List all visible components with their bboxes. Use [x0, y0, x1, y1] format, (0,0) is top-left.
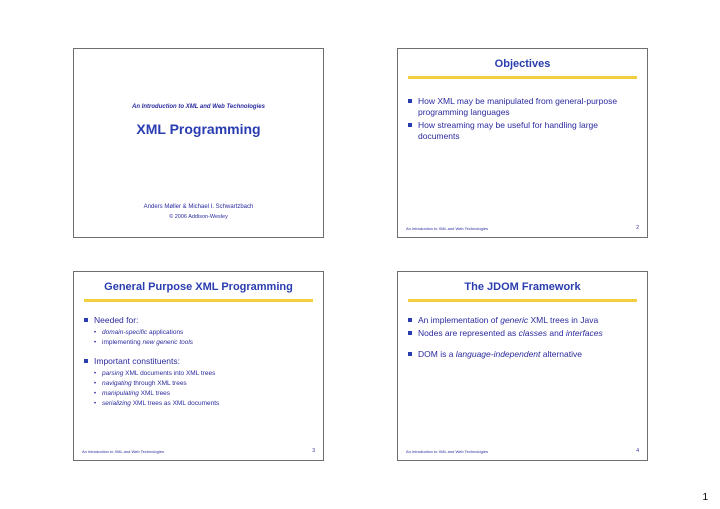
slide-title: Objectives — [494, 58, 551, 70]
bullet-list — [406, 315, 639, 362]
slide-title: General Purpose XML Programming — [104, 281, 293, 293]
slide-footer: An Introduction to XML and Web Technologies — [406, 226, 488, 231]
bullet-list — [406, 96, 639, 144]
page-number: 3 — [312, 448, 315, 454]
slide-subtitle: An Introduction to XML and Web Technologies — [132, 104, 265, 110]
slide-title: XML Programming — [136, 121, 261, 137]
bullet-item: Nodes are represented as classes and interfaces — [406, 328, 639, 339]
bullet-item: How XML may be manipulated from general-purpose programming languages — [406, 96, 639, 118]
bullet-item: An implementation of generic XML trees in Java — [406, 315, 639, 326]
sub-bullet-item: • serializing XML trees as XML documents — [82, 399, 315, 409]
bullet-item: DOM is a language-independent alternative — [406, 349, 639, 360]
slide-footer: An Introduction to XML and Web Technologies — [406, 449, 488, 454]
slide-4 — [397, 271, 648, 461]
bullet-item: Important constituents: — [82, 356, 315, 367]
page-number: 4 — [636, 448, 639, 454]
title-underline — [84, 299, 313, 302]
bullet-item: Needed for: — [82, 315, 315, 326]
slide-title: The JDOM Framework — [464, 281, 581, 293]
slide-footer: An Introduction to XML and Web Technologies — [82, 449, 164, 454]
bullet-item: How streaming may be useful for handling large documents — [406, 120, 639, 142]
authors: Anders Møller & Michael I. Schwartzbach — [143, 204, 254, 210]
sub-bullet-item: • manipulating XML trees — [82, 389, 315, 399]
sub-bullet-item: • parsing XML documents into XML trees — [82, 369, 315, 379]
bullet-list — [82, 315, 315, 409]
sheet-page-number: 1 — [702, 492, 708, 503]
sub-bullet-item: • implementing new generic tools — [82, 338, 315, 348]
copyright: © 2006 Addison-Wesley — [169, 214, 228, 220]
slide-3 — [73, 271, 324, 461]
slide-2 — [397, 48, 648, 238]
sub-bullet-item: • domain-specific applications — [82, 328, 315, 338]
title-underline — [408, 299, 637, 302]
page-number: 2 — [636, 225, 639, 231]
sub-bullet-item: • navigating through XML trees — [82, 379, 315, 389]
slide-1 — [73, 48, 324, 238]
title-underline — [408, 76, 637, 79]
